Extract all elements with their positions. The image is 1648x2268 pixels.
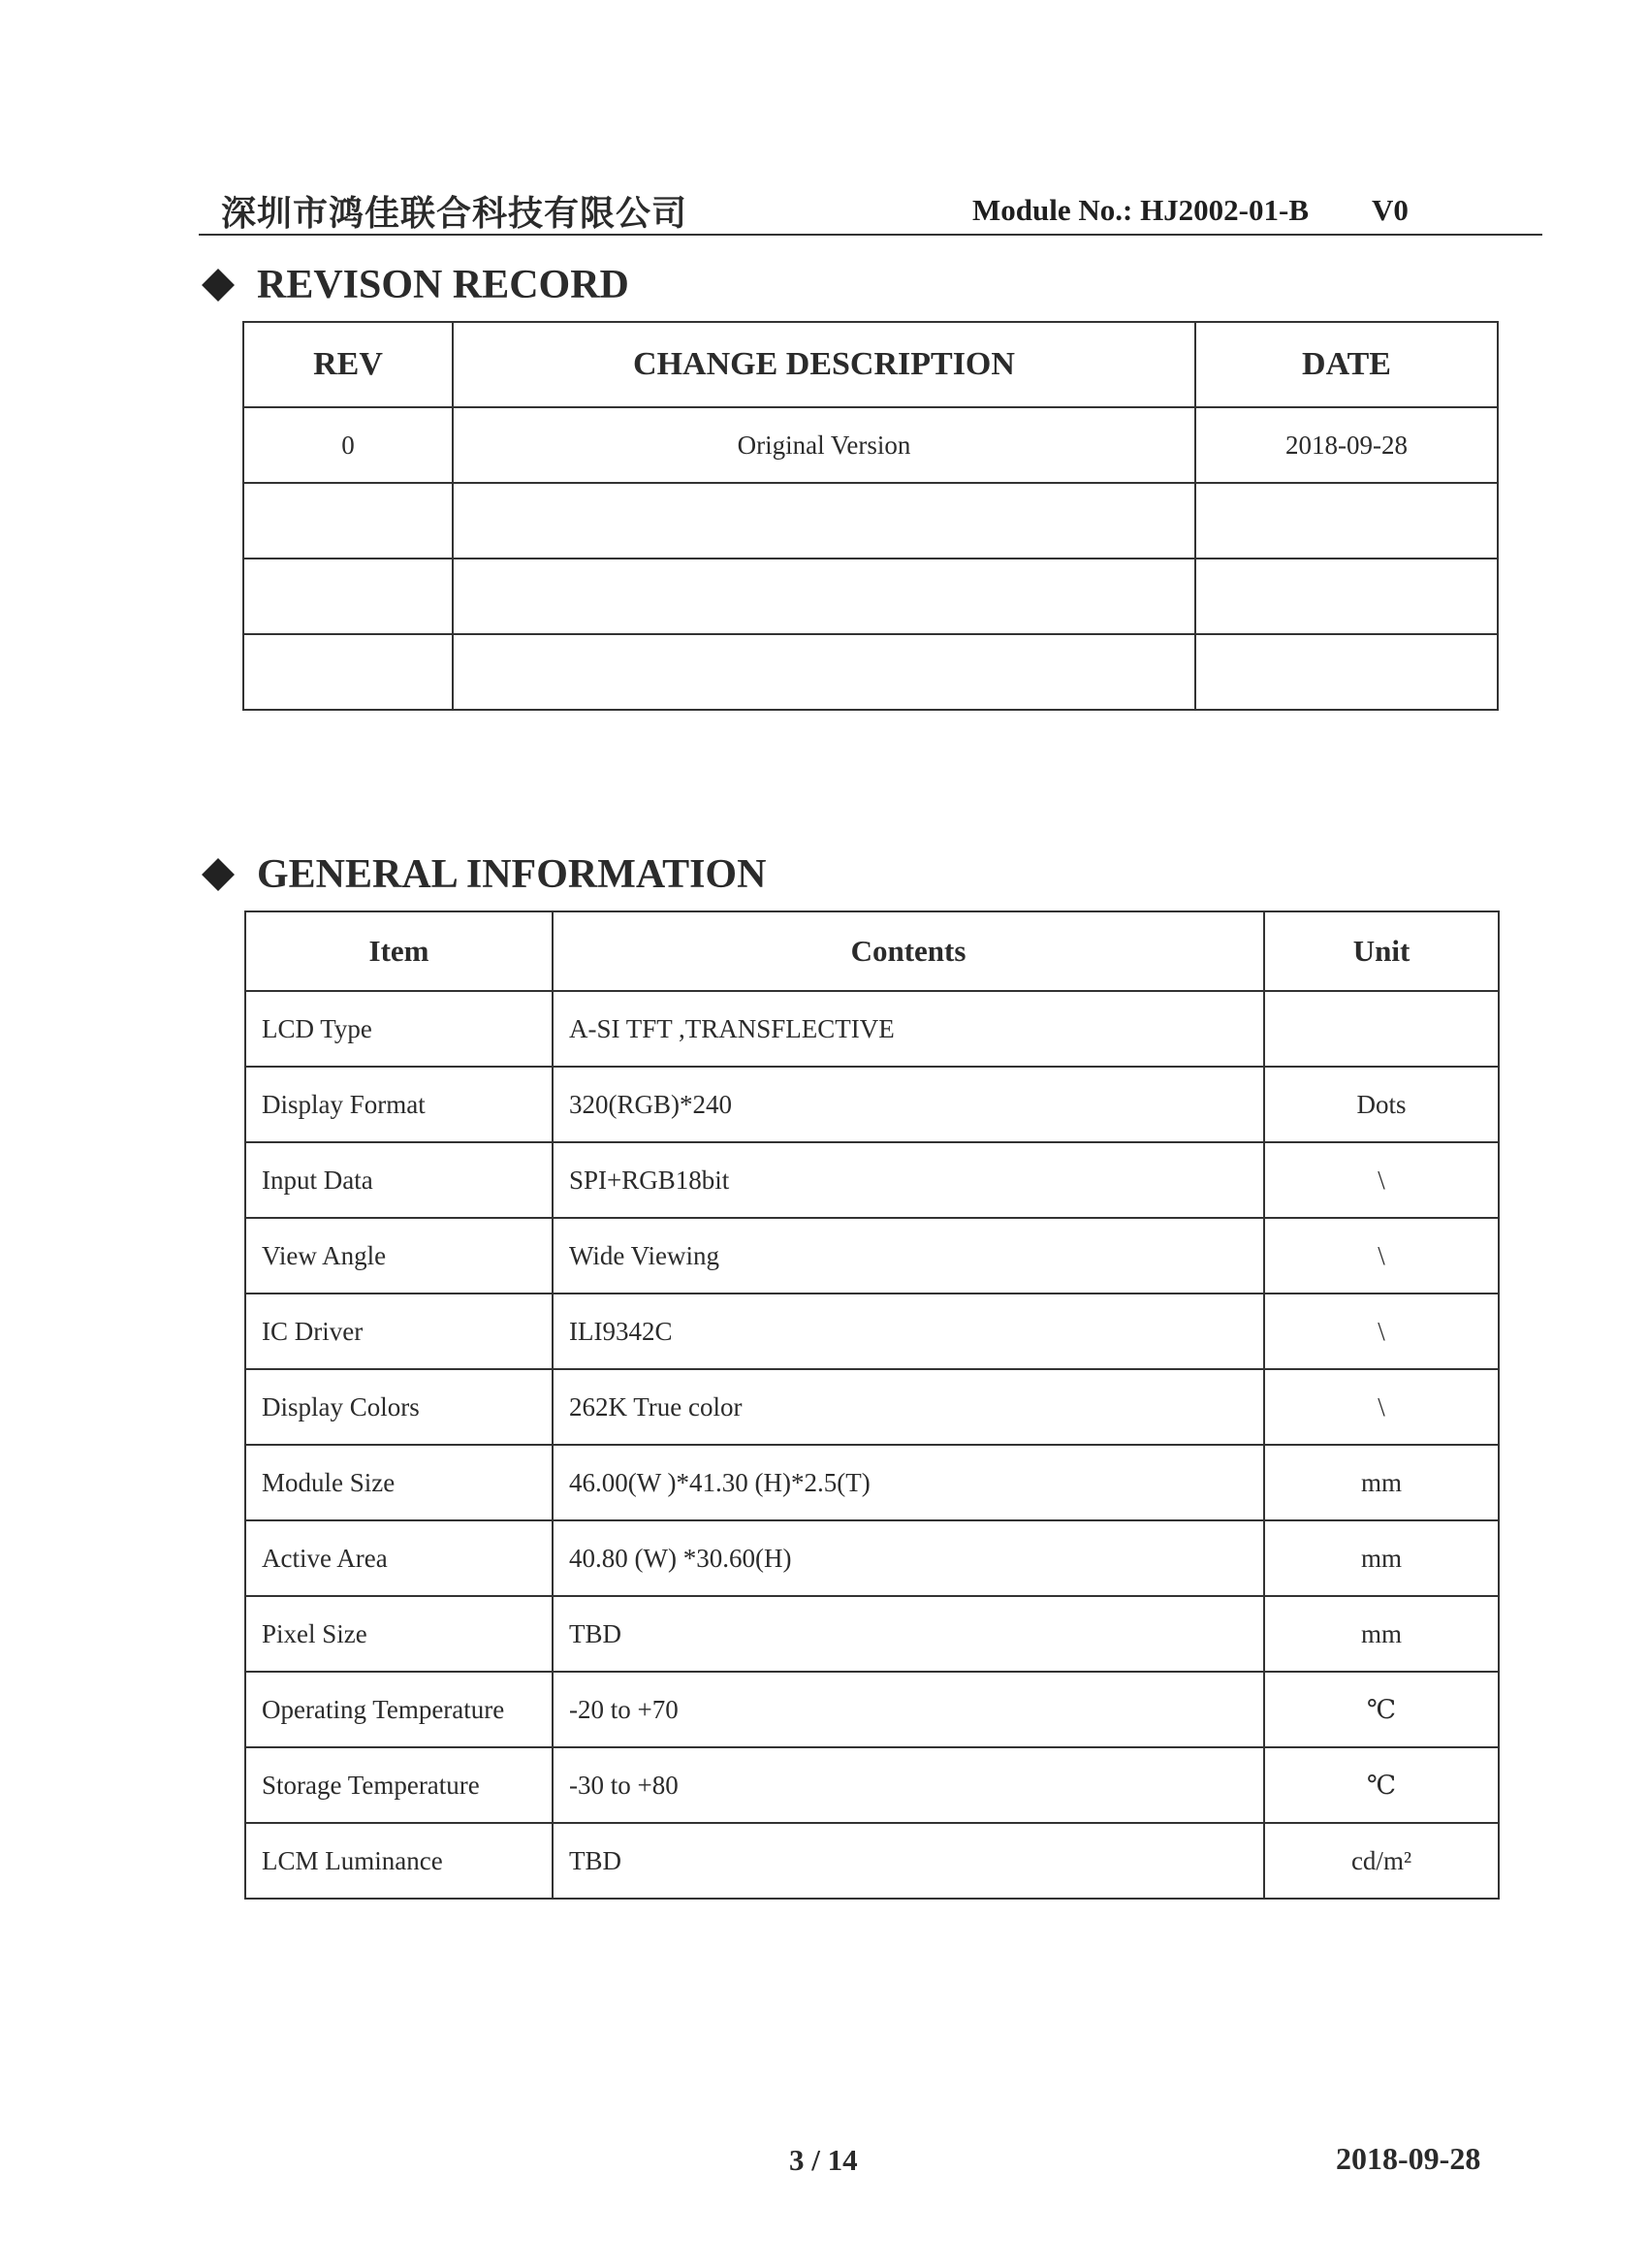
- contents-cell: TBD: [553, 1823, 1264, 1899]
- table-row: [245, 1067, 1499, 1142]
- date-cell: 2018-09-28: [1195, 407, 1498, 483]
- table-row: [245, 991, 1499, 1067]
- item-cell: Display Format: [245, 1067, 553, 1142]
- contents-cell: TBD: [553, 1596, 1264, 1672]
- table-row: [245, 1218, 1499, 1294]
- unit-cell: Dots: [1264, 1067, 1499, 1142]
- unit-cell: \: [1264, 1142, 1499, 1218]
- table-row: [245, 1294, 1499, 1369]
- contents-cell: SPI+RGB18bit: [553, 1142, 1264, 1218]
- column-header-unit: Unit: [1264, 911, 1499, 991]
- diamond-bullet-icon: [202, 858, 235, 891]
- diamond-bullet-icon: [202, 269, 235, 302]
- item-cell: Storage Temperature: [245, 1747, 553, 1823]
- change-description-cell: Original Version: [453, 407, 1195, 483]
- table-row: [245, 1747, 1499, 1823]
- contents-cell: 320(RGB)*240: [553, 1067, 1264, 1142]
- table-row: [245, 1520, 1499, 1596]
- column-header-contents: Contents: [553, 911, 1264, 991]
- rev-cell: [243, 559, 453, 634]
- contents-cell: -30 to +80: [553, 1747, 1264, 1823]
- unit-cell: mm: [1264, 1445, 1499, 1520]
- contents-cell: 40.80 (W) *30.60(H): [553, 1520, 1264, 1596]
- item-cell: Operating Temperature: [245, 1672, 553, 1747]
- item-cell: IC Driver: [245, 1294, 553, 1369]
- date-cell: [1195, 559, 1498, 634]
- column-header-change-description: CHANGE DESCRIPTION: [453, 322, 1195, 407]
- item-cell: LCD Type: [245, 991, 553, 1067]
- change-description-cell: [453, 559, 1195, 634]
- table-row: [243, 634, 1498, 710]
- table-header-row: [243, 322, 1498, 407]
- change-description-cell: [453, 483, 1195, 559]
- version-label: V0: [1372, 193, 1409, 227]
- column-header-date: DATE: [1195, 322, 1498, 407]
- general-info-title-text: GENERAL INFORMATION: [257, 852, 767, 897]
- change-description-cell: [453, 634, 1195, 710]
- unit-cell: \: [1264, 1218, 1499, 1294]
- module-number: Module No.: HJ2002-01-B: [972, 193, 1310, 227]
- general-information-table: [244, 910, 1500, 1900]
- table-row: [243, 407, 1498, 483]
- item-cell: Input Data: [245, 1142, 553, 1218]
- header-divider: [199, 234, 1542, 236]
- unit-cell: ℃: [1264, 1672, 1499, 1747]
- item-cell: Pixel Size: [245, 1596, 553, 1672]
- table-row: [245, 1596, 1499, 1672]
- table-row: [245, 1823, 1499, 1899]
- contents-cell: 46.00(W )*41.30 (H)*2.5(T): [553, 1445, 1264, 1520]
- contents-cell: -20 to +70: [553, 1672, 1264, 1747]
- page-number: 3 / 14: [789, 2143, 858, 2177]
- table-row: [245, 1672, 1499, 1747]
- item-cell: View Angle: [245, 1218, 553, 1294]
- item-cell: Display Colors: [245, 1369, 553, 1445]
- unit-cell: cd/m²: [1264, 1823, 1499, 1899]
- table-row: [245, 1369, 1499, 1445]
- rev-cell: 0: [243, 407, 453, 483]
- unit-cell: mm: [1264, 1520, 1499, 1596]
- contents-cell: Wide Viewing: [553, 1218, 1264, 1294]
- date-cell: [1195, 634, 1498, 710]
- item-cell: Module Size: [245, 1445, 553, 1520]
- date-cell: [1195, 483, 1498, 559]
- unit-cell: ℃: [1264, 1747, 1499, 1823]
- unit-cell: [1264, 991, 1499, 1067]
- rev-cell: [243, 483, 453, 559]
- contents-cell: 262K True color: [553, 1369, 1264, 1445]
- column-header-rev: REV: [243, 322, 453, 407]
- unit-cell: mm: [1264, 1596, 1499, 1672]
- table-header-row: [245, 911, 1499, 991]
- column-header-item: Item: [245, 911, 553, 991]
- general-info-section-title: [199, 851, 766, 898]
- revision-section-title: [199, 262, 629, 308]
- item-cell: Active Area: [245, 1520, 553, 1596]
- rev-cell: [243, 634, 453, 710]
- revision-record-table: [242, 321, 1499, 711]
- item-cell: LCM Luminance: [245, 1823, 553, 1899]
- table-row: [243, 483, 1498, 559]
- unit-cell: \: [1264, 1369, 1499, 1445]
- unit-cell: \: [1264, 1294, 1499, 1369]
- revision-title-text: REVISON RECORD: [257, 263, 629, 307]
- contents-cell: A-SI TFT ,TRANSFLECTIVE: [553, 991, 1264, 1067]
- table-row: [245, 1445, 1499, 1520]
- table-row: [245, 1142, 1499, 1218]
- table-row: [243, 559, 1498, 634]
- footer-date: 2018-09-28: [1336, 2141, 1481, 2176]
- contents-cell: ILI9342C: [553, 1294, 1264, 1369]
- company-name: 深圳市鸿佳联合科技有限公司: [221, 193, 688, 234]
